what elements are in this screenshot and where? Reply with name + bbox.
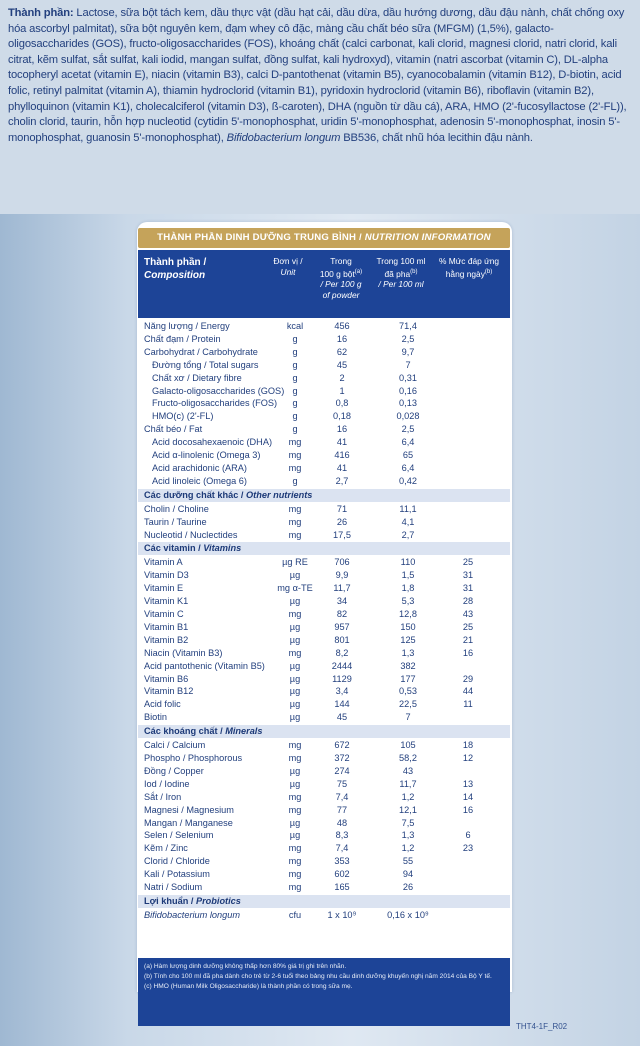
unit-cell: mg [288, 503, 302, 514]
nutrient-name: Biotin [144, 712, 167, 723]
table-row [138, 685, 510, 697]
per100g-cell: 602 [334, 869, 350, 880]
per100ml-cell: 11,1 [399, 503, 417, 514]
per100g-cell: 2 [339, 372, 345, 383]
unit-cell: mg [288, 804, 302, 815]
ingredients-paragraph [8, 6, 632, 146]
nutrient-name: Acid arachidonic (ARA) [152, 462, 247, 473]
per100g-cell: 77 [336, 804, 348, 815]
header-per100ml [370, 256, 432, 290]
section-probiotics-vi: Lợi khuẩn / [144, 895, 196, 906]
unit-cell: mg [288, 647, 302, 658]
nutrient-name: Acid folic [144, 699, 181, 710]
per100g-cell: 1129 [332, 673, 352, 684]
unit-cell: mg [288, 843, 302, 854]
header-composition [144, 256, 206, 282]
nutrient-name: Cholin / Choline [144, 503, 209, 514]
nutrient-name: Chất béo / Fat [144, 424, 203, 435]
section-vitamins [138, 542, 510, 555]
unit-cell: µg [289, 621, 301, 632]
nutrition-title-vi: THÀNH PHẦN DINH DƯỠNG TRUNG BÌNH [157, 232, 357, 243]
table-row [138, 778, 510, 790]
nutrient-name: Vitamin B2 [144, 634, 189, 645]
per100g-cell: 456 [334, 321, 350, 331]
footnotes [138, 958, 510, 1026]
unit-cell: mg [288, 856, 302, 867]
per100g-cell: 16 [336, 333, 348, 344]
table-row [138, 346, 510, 358]
unit-cell: mg [288, 869, 302, 880]
per100ml-cell: 1,2 [401, 791, 415, 802]
per100ml-cell: 7 [405, 712, 411, 723]
per100ml-cell: 22,5 [399, 699, 417, 710]
unit-cell: g [292, 359, 298, 370]
per100g-cell: 372 [334, 753, 350, 763]
footnote-a: (a) Hàm lượng dinh dưỡng không thấp hơn 80% giá trị ghi trên nhãn. [144, 963, 347, 970]
unit-cell: mg [288, 882, 302, 892]
table-row [138, 698, 510, 710]
per100ml-cell: 150 [400, 621, 416, 632]
table-row [138, 673, 510, 685]
footnote-b: (b) Tính cho 100 ml đã pha dành cho trẻ từ 2-6 tuổi theo bảng nhu cầu dinh dưỡng khuyến nghị năm 2014 của Bộ Y tế. [144, 973, 492, 980]
footnote-c: (c) HMO (Human Milk Oligosaccharide) là thành phần có trong sữa mẹ. [144, 983, 353, 990]
per100g-cell: 34 [336, 596, 348, 607]
daily-pct-cell: 6 [465, 830, 471, 841]
daily-pct-cell: 18 [462, 740, 474, 751]
section-other-nutrients-vi: Các dưỡng chất khác / [144, 489, 247, 500]
table-row [138, 582, 510, 594]
header-per100ml-vi-2: đã pha [384, 268, 411, 279]
table-row [138, 868, 510, 880]
unit-cell: kcal [286, 321, 304, 331]
unit-cell: µg RE [282, 557, 308, 568]
unit-cell: g [292, 385, 298, 396]
unit-cell: µg [289, 686, 301, 697]
table-row [138, 569, 510, 581]
per100g-cell: 45 [336, 712, 348, 723]
per100g-cell: 71 [336, 503, 348, 514]
per100ml-cell: 7 [405, 359, 411, 370]
nutrient-name: Fructo-oligosaccharides (FOS) [152, 398, 278, 409]
table-row [138, 372, 510, 384]
per100g-cell: 8,2 [335, 647, 349, 658]
unit-cell: g [292, 333, 298, 344]
table-row [138, 449, 510, 461]
section-probiotics-en: Probiotics [195, 895, 241, 906]
daily-pct-cell: 25 [462, 557, 474, 568]
per100ml-cell: 5,3 [401, 596, 415, 607]
per100ml-cell: 0,028 [396, 411, 420, 422]
header-per100g-en-2: of powder [322, 290, 360, 301]
unit-cell: µg [289, 634, 301, 645]
per100g-cell: 11,7 [333, 583, 351, 594]
per100ml-cell: 58,2 [399, 753, 417, 763]
nutrient-name: HMO(c) (2'-FL) [152, 411, 214, 422]
nutrient-name: Vitamin B1 [144, 621, 189, 632]
per100ml-cell: 1,3 [401, 647, 415, 658]
per100g-cell: 62 [336, 346, 348, 357]
per100ml-cell: 6,4 [401, 437, 415, 448]
header-per100g-vi-1: Trong [330, 256, 352, 266]
per100ml-cell: 71,4 [399, 321, 417, 331]
per100g-cell: 17,5 [333, 529, 351, 540]
per100g-cell: 1 x 10⁹ [327, 909, 357, 920]
nutrient-name: Vitamin E [144, 583, 184, 594]
product-code: THT4-1F_R02 [516, 1022, 568, 1031]
per100g-cell: 0,18 [333, 411, 351, 422]
nutrient-name: Iod / Iodine [144, 778, 190, 789]
per100g-cell: 353 [334, 856, 350, 867]
table-row [138, 842, 510, 854]
table-row [138, 739, 510, 751]
per100ml-cell: 6,4 [401, 462, 415, 473]
table-row [138, 765, 510, 777]
table-row [138, 556, 510, 568]
nutrient-name: Sắt / Iron [144, 791, 182, 802]
nutrient-name: Mangan / Manganese [144, 817, 233, 828]
table-row [138, 462, 510, 474]
header-per100ml-vi-1: Trong 100 ml [376, 256, 426, 266]
unit-cell: µg [289, 778, 301, 789]
daily-pct-cell: 14 [462, 791, 474, 802]
unit-cell: µg [289, 765, 301, 776]
table-row [138, 752, 510, 764]
unit-cell: mg [288, 753, 302, 763]
header-unit-vi: Đơn vị / [273, 256, 303, 266]
table-row [138, 595, 510, 607]
unit-cell: µg [289, 712, 301, 723]
table-row [138, 660, 510, 672]
table-row [138, 503, 510, 515]
daily-pct-cell: 12 [462, 753, 474, 763]
unit-cell: g [292, 372, 298, 383]
nutrient-name: Đường tổng / Total sugars [152, 359, 259, 370]
per100g-cell: 0,8 [335, 398, 349, 409]
nutrition-title-en: NUTRITION INFORMATION [364, 232, 491, 243]
daily-pct-cell: 25 [462, 621, 474, 632]
ingredients-text: Lactose, sữa bột tách kem, dầu thực vật (dầu hạt cải, dầu dừa, dầu hướng dương, dầu đậu nành, chất chống oxy hóa ascorbyl palmitat), sữa bột nguyên kem, đạm whey cô đặc, màng cầu chất béo sữa (MFGM) (1,5%), galacto-oligosaccharides (GOS), fructo-oligosaccharides (FOS), khoáng chất (calci carbonat, kali clorid, magnesi clorid, natri clorid, kali citrat, kẽm sulfat, sắt sulfat, kali iodid, mangan sulfat, đồng sulfat, kali hydroxyd), vitamin (natri ascorbat (vitamin C), DL-alpha tocopheryl acetat (vitamin E), niacin (vitamin B3), calci D-pantothenat (vitamin B5), cyanocobalamin (vitamin B12), D-biotin, acid folic, retinyl palmitat (vitamin A), thiamin hydroclorid (vitamin B1), pyridoxin hydroclorid (vitamin B6), riboflavin (vitamin B2), phylloquinon (vitamin K1), cholecalciferol (vitamin D3), ß-caroten), DHA (nguồn từ dầu cá), ARA, HMO (2'-fucosyllactose (2'-FL)), cholin clorid, taurin, hỗn hợp nucleotid (cytidin 5'-monophosphat, uridin 5'-monophosphat, adenosin 5'-monophosphat, inosin 5'-monophosphat, guanosin 5'-monophosphat), [8, 7, 627, 144]
per100ml-cell: 1,5 [401, 570, 415, 581]
ingredients-label: Thành phần: [8, 7, 74, 19]
header-per100ml-en: / Per 100 ml [378, 279, 424, 290]
unit-cell: g [292, 411, 298, 422]
daily-pct-cell: 21 [462, 634, 474, 645]
daily-pct-cell: 29 [462, 673, 474, 684]
nutrient-name: Vitamin B12 [144, 686, 194, 697]
nutrient-name: Carbohydrat / Carbohydrate [144, 346, 258, 357]
per100g-cell: 9,9 [335, 570, 349, 581]
per100g-cell: 8,3 [335, 830, 349, 841]
per100ml-cell: 177 [400, 673, 416, 684]
unit-cell: mg [288, 609, 302, 619]
per100ml-cell: 43 [402, 765, 414, 776]
per100ml-cell: 12,1 [399, 804, 417, 815]
per100ml-cell: 94 [402, 869, 414, 880]
per100ml-cell: 1,3 [401, 830, 415, 841]
section-minerals [138, 725, 510, 738]
per100ml-cell: 125 [400, 634, 416, 645]
per100ml-cell: 7,5 [401, 817, 415, 828]
unit-cell: µg [289, 817, 301, 828]
nutrient-name: Clorid / Chloride [144, 856, 210, 867]
unit-cell: mg [288, 462, 302, 473]
nutrient-name: Acid linoleic (Omega 6) [152, 475, 247, 486]
header-per100g-en-1: / Per 100 g [320, 279, 362, 290]
daily-pct-cell: 16 [462, 804, 474, 815]
per100ml-cell: 4,1 [401, 516, 415, 527]
ingredients-probiotic-name: Bifidobacterium longum [226, 131, 341, 144]
per100g-cell: 165 [334, 882, 350, 892]
per100ml-cell: 110 [400, 557, 416, 568]
section-other-nutrients [138, 489, 510, 502]
unit-cell: mg [288, 529, 302, 540]
unit-cell: g [292, 475, 298, 486]
per100g-cell: 41 [336, 462, 348, 473]
header-per100g-vi-2: 100 g bột [319, 268, 355, 279]
nutrition-title-sep: / [356, 232, 365, 243]
table-row [138, 475, 510, 487]
per100ml-cell: 9,7 [401, 346, 415, 357]
ingredients-text-end: BB536, chất nhũ hóa lecithin đậu nành. [340, 131, 533, 144]
header-unit-en: Unit [280, 266, 296, 277]
daily-pct-cell: 31 [462, 570, 474, 581]
per100g-cell: 7,4 [335, 791, 349, 802]
table-row [138, 711, 510, 723]
section-vitamins-en: Vitamins [203, 543, 242, 554]
section-minerals-vi: Các khoáng chất / [144, 726, 226, 737]
unit-cell: mg [288, 450, 302, 460]
per100g-cell: 2,7 [335, 475, 349, 486]
per100ml-cell: 12,8 [399, 609, 417, 619]
daily-pct-cell: 11 [463, 699, 473, 710]
table-row [138, 333, 510, 345]
per100ml-cell: 0,13 [399, 398, 417, 409]
daily-pct-cell: 16 [462, 647, 474, 658]
nutrient-name: Vitamin A [144, 557, 183, 568]
per100ml-cell: 55 [402, 856, 414, 867]
unit-cell: mg [288, 740, 302, 751]
header-unit [260, 256, 316, 278]
per100ml-cell: 382 [400, 660, 416, 671]
daily-pct-cell: 23 [462, 843, 474, 854]
unit-cell: µg [289, 699, 301, 710]
unit-cell: µg [289, 570, 301, 581]
table-row [138, 634, 510, 646]
nutrient-name: Kẽm / Zinc [144, 843, 188, 854]
table-row [138, 516, 510, 528]
unit-cell: mg [288, 516, 302, 527]
table-row [138, 881, 510, 893]
per100ml-cell: 0,53 [399, 686, 417, 697]
table-row [138, 855, 510, 867]
per100g-cell: 672 [334, 740, 350, 751]
per100g-cell: 416 [334, 450, 350, 460]
per100g-cell: 274 [334, 765, 350, 776]
nutrient-name: Vitamin C [144, 609, 184, 619]
table-row [138, 647, 510, 659]
table-row [138, 909, 510, 921]
per100g-cell: 957 [334, 621, 350, 632]
per100g-cell: 2444 [331, 660, 353, 671]
per100g-cell: 45 [336, 359, 348, 370]
unit-cell: µg [289, 596, 301, 607]
nutrient-name: Acid docosahexaenoic (DHA) [152, 437, 273, 448]
nutrient-name: Đồng / Copper [144, 765, 204, 776]
nutrient-name: Calci / Calcium [144, 740, 206, 751]
table-row [138, 410, 510, 422]
per100g-cell: 1 [339, 385, 345, 396]
daily-pct-cell: 13 [462, 778, 474, 789]
per100g-cell: 75 [336, 778, 348, 789]
unit-cell: mg [288, 791, 302, 802]
per100g-cell: 41 [336, 437, 348, 448]
per100g-cell: 144 [334, 699, 350, 710]
per100ml-cell: 1,2 [401, 843, 415, 854]
per100ml-cell: 105 [400, 740, 416, 751]
per100ml-cell: 2,7 [401, 529, 415, 540]
nutrient-name: Bifidobacterium longum [144, 909, 241, 920]
per100g-cell: 706 [334, 557, 350, 568]
header-daily-pct [434, 256, 504, 279]
header-pct-1: % Mức đáp ứng [438, 256, 500, 266]
header-composition-en: Composition [144, 270, 206, 281]
table-row [138, 436, 510, 448]
nutrition-title [138, 228, 510, 248]
section-minerals-en: Minerals [225, 726, 263, 737]
table-row [138, 829, 510, 841]
table-row [138, 621, 510, 633]
per100g-cell: 82 [336, 609, 348, 619]
per100ml-cell: 65 [402, 450, 414, 460]
nutrient-name: Natri / Sodium [144, 882, 203, 892]
nutrient-name: Acid pantothenic (Vitamin B5) [144, 660, 265, 671]
header-pct-sup: (b) [484, 268, 493, 275]
nutrient-name: Niacin (Vitamin B3) [144, 647, 223, 658]
unit-cell: g [292, 346, 298, 357]
per100g-cell: 7,4 [335, 843, 349, 854]
table-row [138, 817, 510, 829]
unit-cell: µg [289, 830, 301, 841]
header-pct-2: hằng ngày [445, 268, 485, 279]
header-per100ml-sup: (b) [410, 268, 418, 275]
table-row [138, 385, 510, 397]
per100g-cell: 16 [336, 424, 348, 435]
unit-cell: µg [289, 660, 301, 671]
table-row [138, 423, 510, 435]
table-row [138, 320, 510, 332]
table-row [138, 791, 510, 803]
nutrient-name: Vitamin D3 [144, 570, 189, 581]
table-row [138, 397, 510, 409]
unit-cell: g [292, 424, 298, 435]
per100ml-cell: 0,42 [399, 475, 417, 486]
per100ml-cell: 0,16 [399, 385, 417, 396]
nutrient-name: Chất đạm / Protein [144, 333, 221, 344]
per100ml-cell: 0,16 x 10⁹ [387, 909, 429, 920]
unit-cell: mg [288, 437, 302, 448]
per100g-cell: 801 [334, 634, 350, 645]
per100g-cell: 26 [336, 516, 348, 527]
table-row [138, 529, 510, 541]
per100ml-cell: 2,5 [401, 424, 415, 435]
nutrient-name: Magnesi / Magnesium [144, 804, 234, 815]
per100ml-cell: 0,31 [399, 372, 417, 383]
header-per100g-sup: (a) [354, 268, 363, 275]
daily-pct-cell: 43 [462, 609, 474, 619]
daily-pct-cell: 31 [462, 583, 474, 594]
table-row [138, 608, 510, 620]
nutrient-name: Nucleotid / Nuclectides [144, 529, 238, 540]
per100ml-cell: 2,5 [401, 333, 415, 344]
per100ml-cell: 11,7 [399, 778, 417, 789]
section-probiotics [138, 895, 510, 908]
nutrient-name: Galacto-oligosaccharides (GOS) [152, 385, 285, 396]
daily-pct-cell: 44 [462, 686, 474, 697]
per100g-cell: 3,4 [335, 686, 349, 697]
table-row [138, 359, 510, 371]
unit-cell: mg α-TE [277, 583, 313, 594]
nutrient-name: Selen / Selenium [144, 830, 214, 841]
unit-cell: g [292, 398, 298, 409]
section-other-nutrients-en: Other nutrients [246, 489, 313, 500]
nutrient-name: Vitamin B6 [144, 673, 189, 684]
nutrient-name: Taurin / Taurine [144, 516, 207, 527]
nutrient-name: Phospho / Phosphorous [144, 753, 243, 763]
unit-cell: µg [289, 673, 301, 684]
nutrient-name: Năng lượng / Energy [144, 321, 230, 331]
per100ml-cell: 26 [402, 882, 414, 892]
header-composition-vi: Thành phần / [144, 257, 207, 268]
nutrient-name: Chất xơ / Dietary fibre [152, 372, 242, 383]
nutrient-name: Acid α-linolenic (Omega 3) [152, 450, 261, 460]
table-row [138, 804, 510, 816]
nutrient-name: Kali / Potassium [144, 869, 210, 880]
header-per100g [310, 256, 372, 301]
table-header [138, 250, 510, 318]
daily-pct-cell: 28 [462, 596, 474, 607]
section-vitamins-vi: Các vitamin / [144, 543, 204, 554]
per100ml-cell: 1,8 [401, 583, 415, 594]
per100g-cell: 48 [336, 817, 348, 828]
unit-cell: cfu [288, 909, 302, 920]
nutrient-name: Vitamin K1 [144, 596, 189, 607]
